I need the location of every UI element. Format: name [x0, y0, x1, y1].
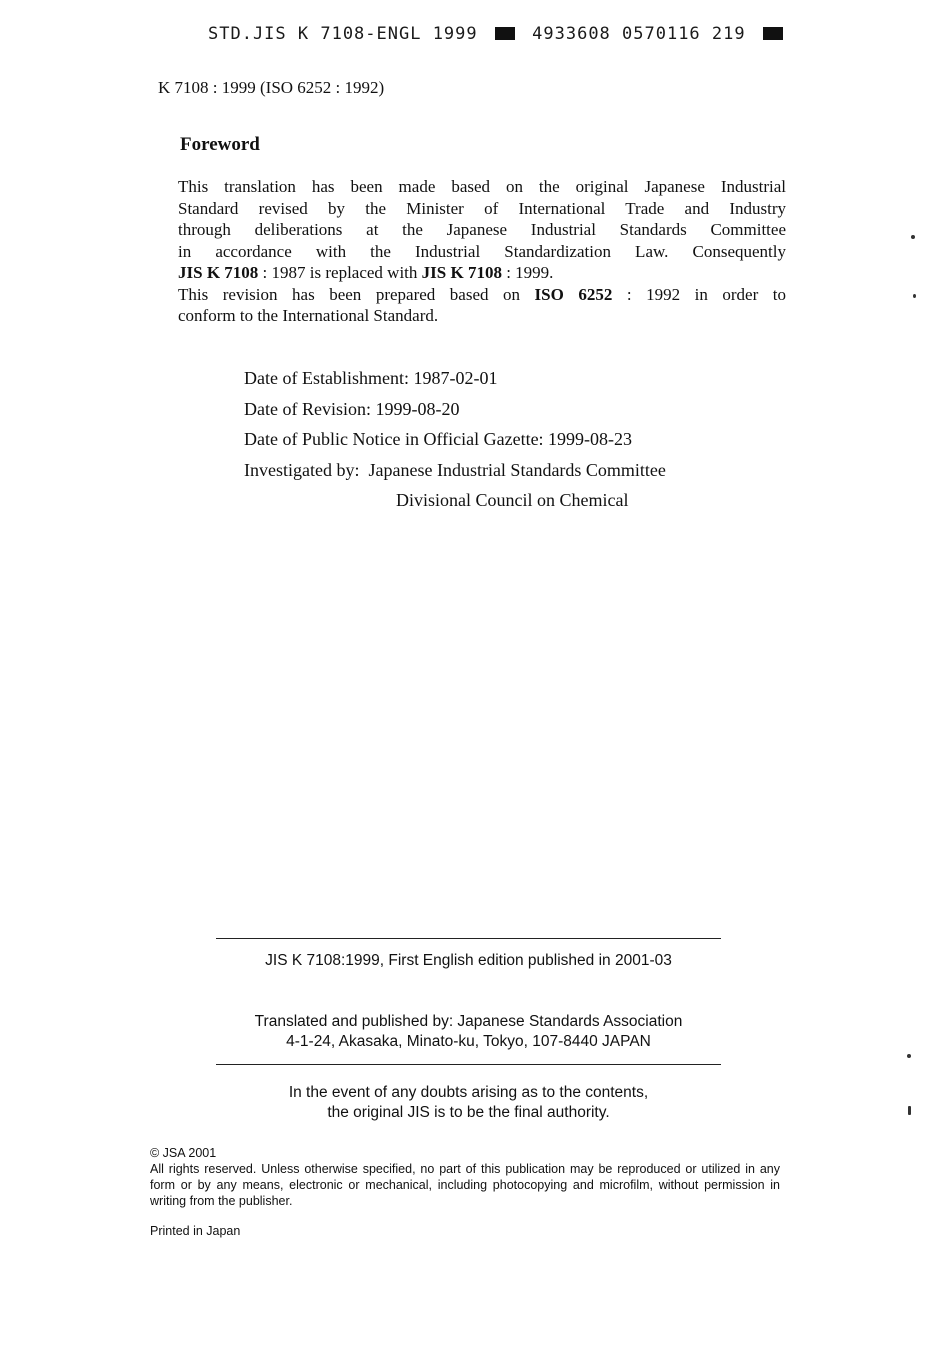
investigated-by-council: Divisional Council on Chemical	[396, 490, 629, 510]
foreword-line: Standard revised by the Minister of International Trade and Industry	[178, 198, 786, 218]
scan-speck	[913, 294, 916, 298]
iso-reference: ISO 6252	[534, 284, 613, 304]
publisher-block	[216, 1012, 721, 1052]
divider-top	[216, 938, 721, 939]
foreword-text: : 1987 is replaced with	[258, 263, 422, 282]
publisher-name: Translated and published by: Japanese Standards Association	[254, 1013, 683, 1030]
foreword-line: This translation has been made based on the original Japanese Industrial	[178, 177, 786, 196]
stamp-page-code: 219	[711, 24, 746, 44]
edition-note: JIS K 7108:1999, First English edition published in 2001-03	[265, 952, 672, 969]
standard-reference: JIS K 7108	[178, 263, 259, 282]
stamp-document-code: STD.JIS K 7108-ENGL 1999	[208, 24, 478, 44]
stamp-black-block	[763, 27, 783, 40]
investigated-by-committee: Japanese Industrial Standards Committee	[368, 459, 666, 480]
foreword-line: through deliberations at the Japanese Industrial Standards Committee	[178, 220, 786, 239]
stamp-black-block	[495, 27, 515, 40]
rights-statement: All rights reserved. Unless otherwise specified, no part of this publication may be reproduced or utilized in any form or by any means, electronic or mechanical, including photocopying and microfilm, without permission in writing from the publisher.	[150, 1162, 780, 1208]
foreword-text: : 1999.	[501, 263, 554, 282]
date-of-establishment: Date of Establishment: 1987-02-01	[244, 368, 498, 388]
foreword-line: conform to the International Standard.	[178, 306, 439, 325]
foreword-line	[178, 262, 786, 284]
publisher-address: 4-1-24, Akasaka, Minato-ku, Tokyo, 107-8440 JAPAN	[286, 1033, 651, 1050]
foreword-heading: Foreword	[180, 134, 260, 155]
scan-speck	[911, 235, 915, 239]
foreword-line	[178, 284, 786, 306]
foreword-text: : 1992 in order to	[612, 284, 786, 304]
date-of-revision: Date of Revision: 1999-08-20	[244, 398, 460, 419]
investigated-by	[244, 455, 666, 486]
authority-line: In the event of any doubts arising as to the contents,	[288, 1084, 649, 1101]
scan-speck	[908, 1106, 911, 1115]
foreword-paragraph	[178, 176, 786, 327]
document-stamp-header	[208, 24, 789, 44]
divider-bottom	[216, 1064, 721, 1065]
copyright-notice: © JSA 2001	[150, 1146, 217, 1160]
authority-note	[216, 1083, 721, 1123]
printed-in: Printed in Japan	[150, 1224, 241, 1238]
dates-block	[244, 363, 666, 516]
investigated-by-label: Investigated by:	[244, 459, 360, 480]
copyright-block	[150, 1145, 780, 1209]
standard-reference: JIS K 7108	[421, 263, 502, 282]
foreword-line: in accordance with the Industrial Standardization Law. Consequently	[178, 241, 786, 261]
authority-line: the original JIS is to be the final authority.	[327, 1104, 610, 1121]
document-id: K 7108 : 1999 (ISO 6252 : 1992)	[158, 78, 385, 97]
date-of-public-notice: Date of Public Notice in Official Gazette: 1999-08-23	[244, 429, 633, 449]
scan-speck	[907, 1054, 911, 1058]
stamp-barcode-number: 4933608 0570116	[532, 24, 701, 44]
foreword-text: This revision has been prepared based on	[178, 284, 535, 304]
